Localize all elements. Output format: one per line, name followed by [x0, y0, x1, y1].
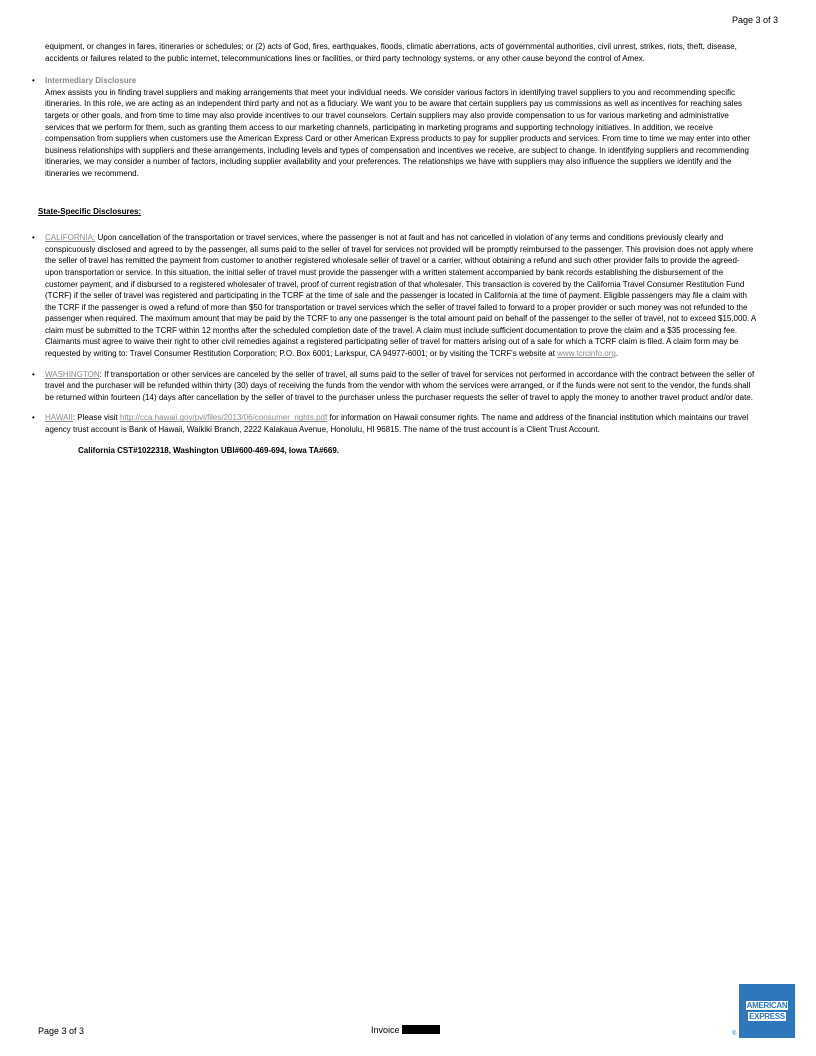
invoice-label: Invoice — [371, 1025, 400, 1035]
hawaii-pre: : Please visit — [72, 413, 120, 423]
california-body: Upon cancellation of the transportation or travel services, where the passenger is not at fault and has not cancelled in violation of any terms and conditions previously clearly and conspicuously disclosed and agreed to by the passenger, all sums paid to the seller of travel for services not provided will be promptly reimbursed to the passenger. This provision does not apply where the seller of travel has remitted the payment from customer to another registered wholesale seller of travel or a carrier, without obtaining a refund and such other provider fails to provide the agreed-upon transportation or service. In this situation, the initial seller of travel must provide the passenger with a written statement accompanied by bank records establishing the disbursement of the customer payment, and if disbursed to a registered wholesaler of travel, proof of current registration of that wholesaler. This transaction is covered by the California Travel Consumer Restitution Fund (TCRF) if the seller of travel was registered and participating in the TCRF at the time of sale and the passenger is located in California at the time of payment. Eligible passengers may file a claim with the TCRF if the passenger is owed a refund of more than $50 for transportation or travel services which the seller of travel failed to forward to a proper provider or such money was not refunded to the passenger when required. The maximum amount that may be paid by the TCRF to any one passenger is the total amount paid on behalf of the passenger to the seller of travel, not to exceed $15,000. A claim must be submitted to the TCRF within 12 months after the scheduled completion date of the travel. A claim must include sufficient documentation to prove the claim and a $35 processing fee. Claimants must agree to waive their right to other civil remedies against a registered participating seller of travel for matters arising out of a sale for which a TCRF claim is filed. A claim form may be requested by writing to: Travel Consumer Restitution Corporation; P.O. Box 6001; Larkspur, CA 94977-6001; or by visiting the TCRF's website at — [45, 233, 756, 359]
registered-mark-icon: ® — [732, 1031, 737, 1037]
bullet-icon: • — [32, 76, 35, 86]
logo-line-express: EXPRESS — [749, 1012, 785, 1021]
redacted-invoice-number — [402, 1025, 440, 1034]
invoice-footer — [371, 1025, 440, 1035]
intermediary-heading: Intermediary Disclosure — [45, 76, 137, 86]
page-number-footer: Page 3 of 3 — [38, 1026, 85, 1036]
california-label[interactable]: CALIFORNIA: — [45, 233, 96, 243]
washington-body: : If transportation or other services are canceled by the seller of travel, all sums paid to the seller of travel for services not performed in accordance with the contract between the seller of travel and the purchaser will be refunded within thirty (30) days of receiving the funds from the vendor with whom the services were arranged, or if the funds were not sent to the vendor, the funds shall be returned within fourteen (14) days after cancellation by the seller of travel to the purchaser unless the purchaser requests the seller of travel to apply the money to another travel product and/or date. — [45, 369, 755, 402]
washington-item — [32, 369, 756, 404]
bullet-icon: • — [32, 369, 35, 379]
american-express-logo — [739, 984, 795, 1038]
california-item — [32, 232, 756, 360]
california-end: . — [615, 349, 619, 359]
license-numbers: California CST#1022318, Washington UBI#600-469-694, Iowa TA#669. — [78, 445, 339, 455]
page-number-header: Page 3 of 3 — [731, 15, 778, 25]
document-body — [32, 41, 756, 456]
hawaii-item — [32, 412, 756, 435]
logo-line-american: AMERICAN — [746, 1001, 788, 1010]
intermediary-disclosure-item — [32, 75, 756, 179]
hawaii-consumer-rights-link[interactable]: http://cca.hawaii.gov/pvl/files/2013/06/consumer_rights.pdf — [120, 413, 328, 423]
tcrf-website-link[interactable]: www.tcrcinfo.org — [557, 349, 616, 359]
bullet-icon: • — [32, 413, 35, 423]
hawaii-body: for information on Hawaii consumer rights. The name and address of the financial institution which maintains our travel agency trust account is Bank of Hawaii, Waikiki Branch, 2222 Kalakaua Avenue, Honolulu, HI 96815. The name of the trust account is a Client Trust Account. — [45, 413, 749, 435]
washington-label[interactable]: WASHINGTON — [45, 369, 100, 379]
intermediary-body: Amex assists you in finding travel suppliers and making arrangements that meet your individual needs. We consider various factors in identifying travel suppliers to you and recommending specific itineraries. In this role, we are acting as an independent third party and not as a fiduciary. We want you to be aware that certain suppliers pay us commissions as well as incentives for reaching sales targets or other goals, and from time to time may also provide incentives to our travel counselors. Certain suppliers may also provide compensation to us for various marketing and administrative services that we perform for them, such as granting them access to our marketing channels, participating in marketing programs and supporting technology initiatives. In addition, we receive compensation from suppliers when customers use the American Express Card or other American Express products to pay for supplier products and services. From time to time we may enter into other business relationships with suppliers and these arrangements, including levels and types of compensation and incentives we receive, are subject to change. In identifying suppliers and recommending itineraries, we may consider a number of factors, including supplier availability and your preferences. The relationships we have with suppliers may also influence the suppliers we identify and the itineraries we recommend. — [45, 87, 751, 178]
bullet-icon: • — [32, 233, 35, 243]
hawaii-label[interactable]: HAWAII — [45, 413, 73, 423]
continued-paragraph: equipment, or changes in fares, itineraries or schedules; or (2) acts of God, fires, earthquakes, floods, climatic aberrations, acts of governmental authorities, civil unrest, strikes, riots, theft, disease, accidents or failures related to the public internet, telecommunications lines or facilities, or third party technology systems, or any other cause beyond the control of Amex. — [45, 42, 737, 63]
state-disclosures-title: State-Specific Disclosures: — [38, 206, 142, 216]
